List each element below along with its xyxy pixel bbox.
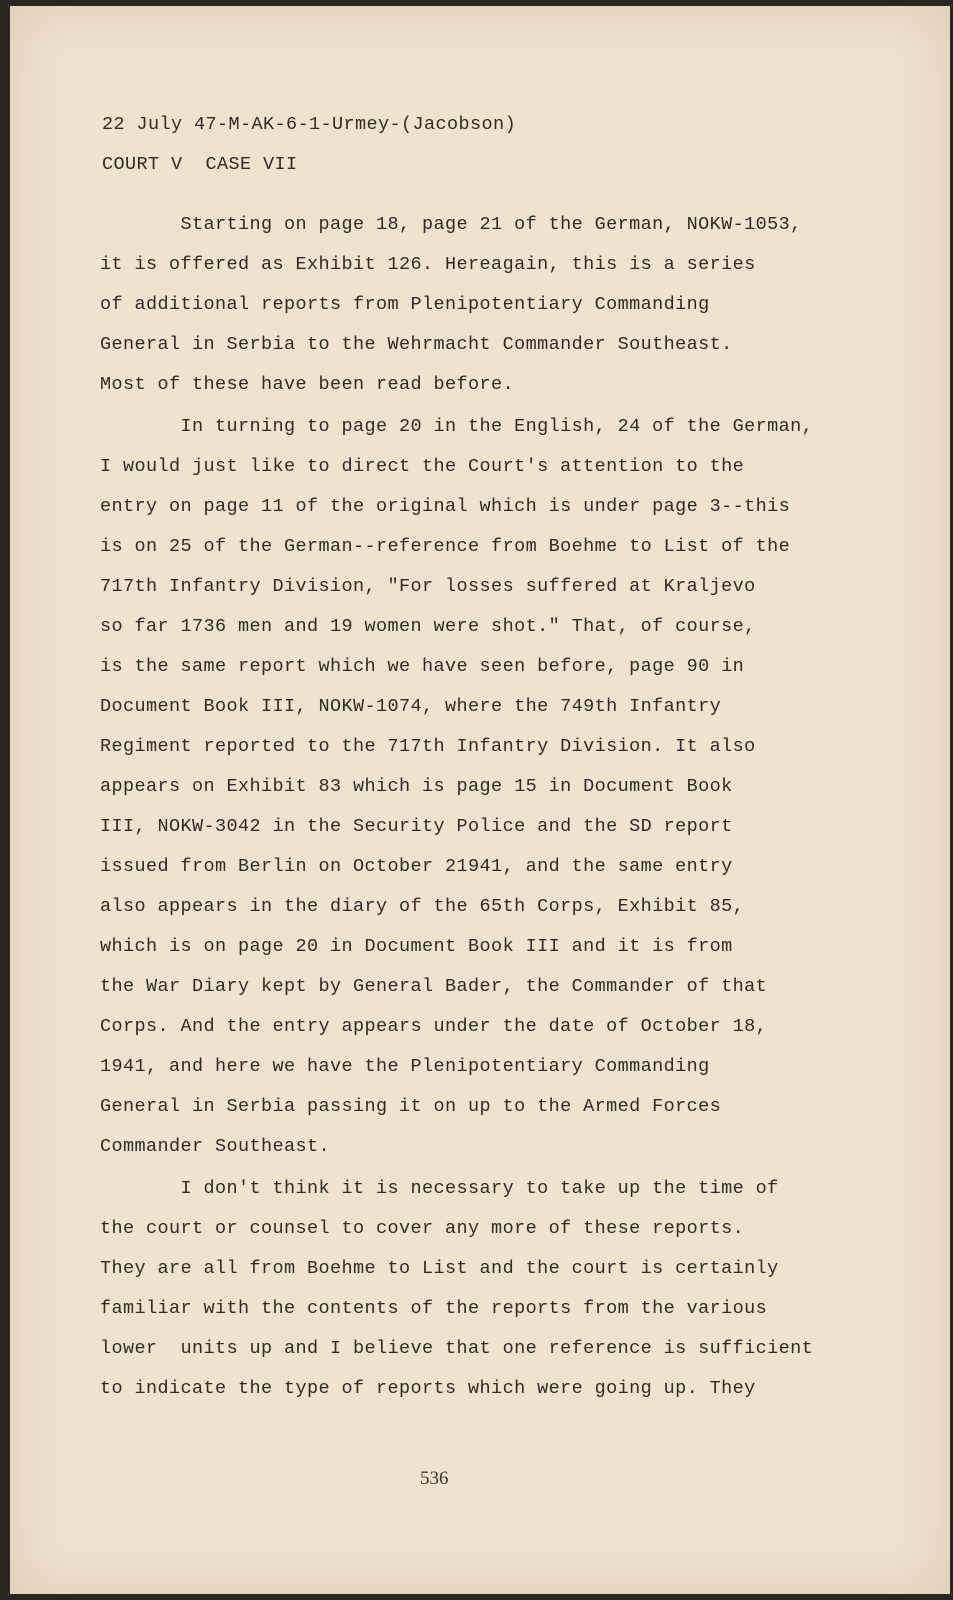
header-date-line: 22 July 47-M-AK-6-1-Urmey-(Jacobson) — [102, 114, 517, 135]
text-line: it is offered as Exhibit 126. Hereagain, this is a series — [100, 254, 756, 275]
text-line: General in Serbia passing it on up to the Armed Forces — [100, 1096, 722, 1117]
text-line: the court or counsel to cover any more of these reports. — [100, 1218, 745, 1239]
text-line: In turning to page 20 in the English, 24 of the German, — [100, 416, 814, 437]
text-line: to indicate the type of reports which were going up. They — [100, 1378, 756, 1399]
text-line: the War Diary kept by General Bader, the Commander of that — [100, 976, 768, 997]
page-number: 536 — [420, 1468, 449, 1489]
text-line: entry on page 11 of the original which is under page 3--this — [100, 496, 791, 517]
text-line: of additional reports from Plenipotentiary Commanding — [100, 294, 710, 315]
text-line: III, NOKW-3042 in the Security Police and the SD report — [100, 816, 733, 837]
text-line: Starting on page 18, page 21 of the German, NOKW-1053, — [100, 214, 802, 235]
document-page — [10, 6, 950, 1594]
text-line: lower units up and I believe that one reference is sufficient — [100, 1338, 814, 1359]
text-line: I don't think it is necessary to take up the time of — [100, 1178, 779, 1199]
text-line: appears on Exhibit 83 which is page 15 in Document Book — [100, 776, 733, 797]
text-line: Regiment reported to the 717th Infantry Division. It also — [100, 736, 756, 757]
header-case-line: COURT V CASE VII — [102, 154, 298, 175]
text-line: General in Serbia to the Wehrmacht Commander Southeast. — [100, 334, 733, 355]
text-line: They are all from Boehme to List and the court is certainly — [100, 1258, 779, 1279]
text-line: is on 25 of the German--reference from Boehme to List of the — [100, 536, 791, 557]
text-line: 1941, and here we have the Plenipotentiary Commanding — [100, 1056, 710, 1077]
text-line: Most of these have been read before. — [100, 374, 515, 395]
text-line: which is on page 20 in Document Book III and it is from — [100, 936, 733, 957]
text-line: Commander Southeast. — [100, 1136, 331, 1157]
text-line: familiar with the contents of the reports from the various — [100, 1298, 768, 1319]
text-line: issued from Berlin on October 21941, and the same entry — [100, 856, 733, 877]
text-line: Corps. And the entry appears under the date of October 18, — [100, 1016, 768, 1037]
text-line: 717th Infantry Division, "For losses suffered at Kraljevo — [100, 576, 756, 597]
text-line: also appears in the diary of the 65th Corps, Exhibit 85, — [100, 896, 745, 917]
text-line: Document Book III, NOKW-1074, where the 749th Infantry — [100, 696, 722, 717]
text-line: is the same report which we have seen before, page 90 in — [100, 656, 745, 677]
text-line: I would just like to direct the Court's attention to the — [100, 456, 745, 477]
text-line: so far 1736 men and 19 women were shot." That, of course, — [100, 616, 756, 637]
